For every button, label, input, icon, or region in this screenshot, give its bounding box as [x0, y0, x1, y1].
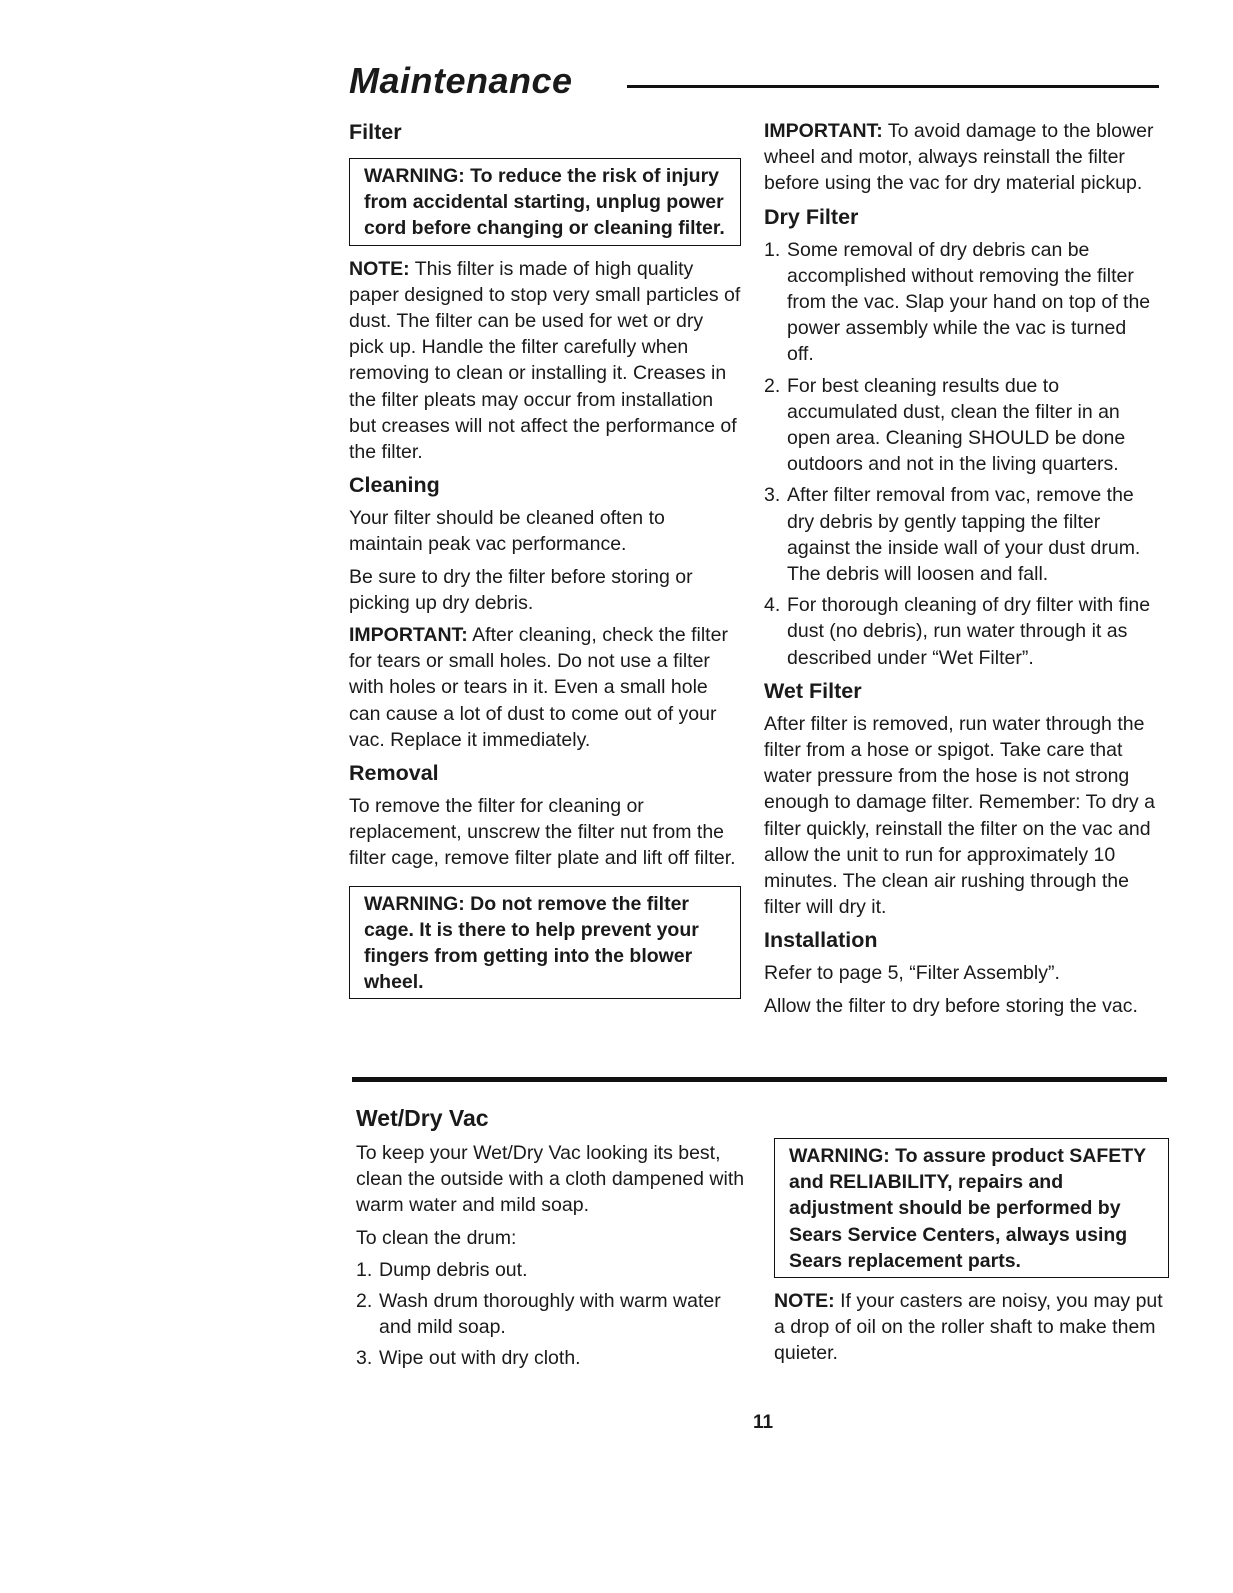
- bottom-right-section: [774, 1138, 1169, 1373]
- wet-dry-vac-section: [356, 1104, 748, 1378]
- list-text: Wash drum thoroughly with warm water and mild soap.: [379, 1290, 721, 1339]
- note-text: This filter is made of high quality paper designed to stop very small particles of dust. The filter can be used for wet or dry pick up. Handle the filter carefully when removing to clean or installing it. Creases in the filter pleats may occur from installation but creases will not affect the performance of the filter.: [349, 257, 741, 464]
- warning-box-sears-service: WARNING: To assure product SAFETY and RELIABILITY, repairs and adjustment should be performed by Sears Service Centers, always using Sears replacement parts.: [774, 1138, 1169, 1278]
- page-number: 11: [753, 1412, 774, 1433]
- dry-filter-heading: Dry Filter: [764, 204, 859, 229]
- list-item: [764, 592, 1156, 671]
- list-item: [764, 373, 1156, 478]
- cleaning-important: [349, 622, 741, 753]
- list-item: [764, 482, 1156, 587]
- installation-paragraph-1: Refer to page 5, “Filter Assembly”.: [764, 962, 1060, 985]
- important-label: IMPORTANT:: [764, 120, 883, 142]
- important-text: To avoid damage to the blower wheel and motor, always reinstall the filter before using the vac for dry material pickup.: [764, 120, 1154, 195]
- cleaning-paragraph-1: Your filter should be cleaned often to maintain peak vac performance.: [349, 507, 665, 556]
- list-text: For best cleaning results due to accumulated dust, clean the filter in an open area. Cleaning SHOULD be done outdoors and not in the living quarters.: [787, 374, 1126, 476]
- list-item: [356, 1345, 748, 1371]
- left-column: [349, 118, 741, 1009]
- wet-dry-vac-heading: Wet/Dry Vac: [356, 1105, 489, 1131]
- section-divider: [352, 1077, 1167, 1082]
- note-label: NOTE:: [349, 257, 410, 280]
- wet-dry-vac-paragraph: To keep your Wet/Dry Vac looking its best, clean the outside with a cloth dampened with warm water and mild soap.: [356, 1142, 745, 1217]
- warning-box-filter-cage: WARNING: Do not remove the filter cage. It is there to help prevent your fingers from getting into the blower wheel.: [349, 886, 741, 1000]
- installation-paragraph-2: Allow the filter to dry before storing the vac.: [764, 994, 1138, 1017]
- title-rule: [627, 85, 1159, 88]
- clean-drum-steps: [356, 1257, 748, 1372]
- casters-note: [774, 1288, 1169, 1367]
- list-text: For thorough cleaning of dry filter with fine dust (no debris), run water through it as described under “Wet Filter”.: [787, 594, 1151, 669]
- note-text: If your casters are noisy, you may put a drop of oil on the roller shaft to make them quieter.: [774, 1290, 1163, 1365]
- list-text: Wipe out with dry cloth.: [379, 1347, 581, 1370]
- list-number: 2.: [356, 1290, 373, 1313]
- cleaning-heading: Cleaning: [349, 473, 440, 498]
- list-item: [356, 1257, 748, 1283]
- list-text: After filter removal from vac, remove the dry debris by gently tapping the filter against the inside wall of your dust drum. The debris will loosen and fall.: [787, 484, 1141, 586]
- filter-note: [349, 256, 741, 466]
- filter-heading: Filter: [349, 120, 402, 144]
- right-column: [764, 118, 1156, 1025]
- removal-text: To remove the filter for cleaning or replacement, unscrew the filter nut from the filter cage, remove filter plate and lift off filter.: [349, 795, 736, 870]
- list-text: Some removal of dry debris can be accomplished without removing the filter from the vac. Slap your hand on top of the power assembly while the vac is turned off.: [787, 238, 1151, 366]
- list-number: 4.: [764, 594, 781, 617]
- right-important: [764, 118, 1156, 197]
- list-item: [764, 237, 1156, 368]
- installation-heading: Installation: [764, 928, 878, 953]
- list-item: [356, 1288, 748, 1340]
- note-label: NOTE:: [774, 1290, 835, 1313]
- wet-filter-text: After filter is removed, run water through the filter from a hose or spigot. Take care that water pressure from the hose is not strong enough to damage filter. Remember: To dry a filter quickly, reinstall the filter on the vac and allow the unit to run for approximately 10 minutes. The clean air rushing through the filter will dry it.: [764, 712, 1155, 919]
- page-title: Maintenance: [349, 60, 573, 101]
- important-label: IMPORTANT:: [349, 624, 468, 647]
- list-number: 3.: [356, 1347, 373, 1370]
- wet-filter-heading: Wet Filter: [764, 678, 862, 703]
- warning-box-accidental-start: WARNING: To reduce the risk of injury from accidental starting, unplug power cord before changing or cleaning filter.: [349, 158, 741, 246]
- dry-filter-steps: [764, 237, 1156, 671]
- cleaning-paragraph-2: Be sure to dry the filter before storing or picking up dry debris.: [349, 565, 693, 614]
- list-text: Dump debris out.: [379, 1258, 528, 1281]
- list-number: 1.: [764, 238, 781, 261]
- list-number: 1.: [356, 1258, 373, 1281]
- list-number: 3.: [764, 484, 781, 507]
- clean-drum-intro: To clean the drum:: [356, 1226, 517, 1249]
- important-text: After cleaning, check the filter for tears or small holes. Do not use a filter with holes or tears in it. Even a small hole can cause a lot of dust to come out of your vac. Replace it immediately.: [349, 624, 728, 751]
- list-number: 2.: [764, 374, 781, 397]
- removal-heading: Removal: [349, 761, 439, 786]
